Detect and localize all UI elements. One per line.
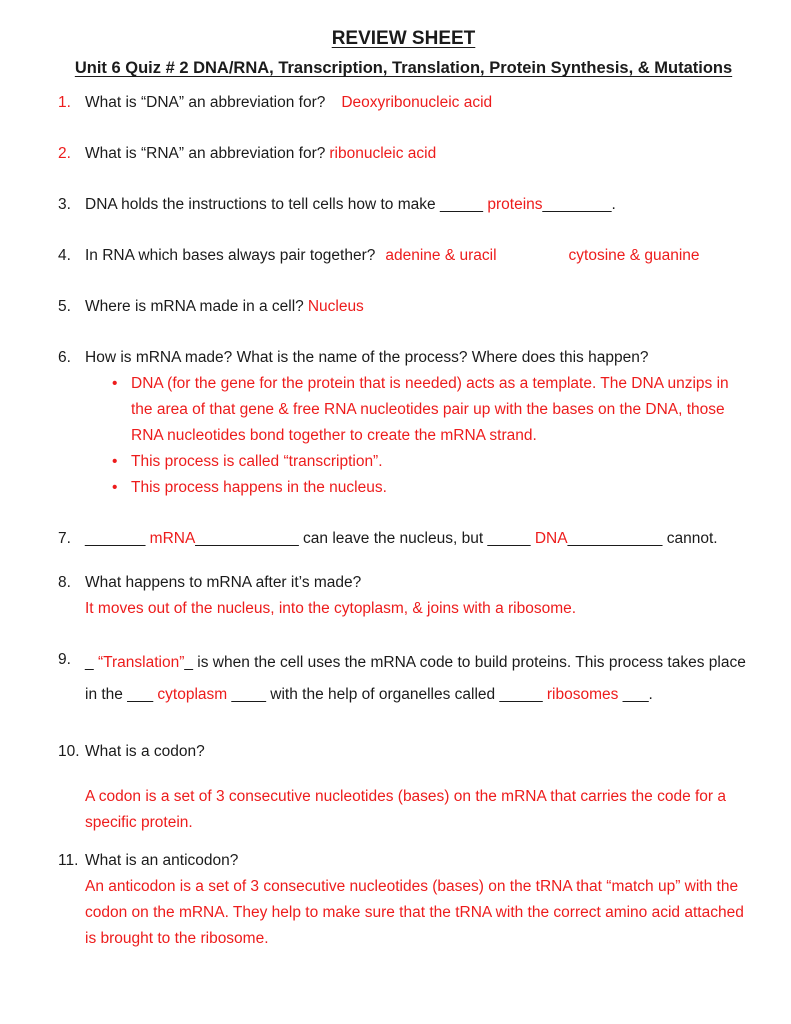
- blank-line: ___.: [618, 686, 653, 703]
- answer-text: An anticodon is a set of 3 consecutive nucleotides (bases) on the tRNA that “match up” with the codon on the mRNA. They help to make sure that the tRNA with the correct amino acid attached is brought to the ribosome.: [85, 878, 744, 947]
- question-8: [58, 570, 749, 622]
- answer-text: A codon is a set of 3 consecutive nucleotides (bases) on the mRNA that carries the code for a specific protein.: [85, 788, 727, 831]
- answer-text: cytosine & guanine: [568, 247, 700, 264]
- question-list: [58, 90, 749, 952]
- question-body: [85, 90, 749, 116]
- question-9: [58, 647, 749, 711]
- blank-line: ________.: [542, 196, 616, 213]
- list-item: [85, 475, 749, 501]
- answer-text: This process is called “transcription”.: [131, 453, 383, 470]
- answer-text: proteins: [487, 196, 543, 213]
- question-text: What is a codon?: [85, 743, 205, 760]
- answer-text: It moves out of the nucleus, into the cytoplasm, & joins with a ribosome.: [85, 600, 577, 617]
- question-body: [85, 848, 749, 952]
- question-number: 10.: [58, 743, 80, 760]
- question-body: [85, 243, 749, 269]
- list-item: [85, 449, 749, 475]
- question-number: 9.: [58, 651, 71, 668]
- bullet-icon: •: [112, 453, 118, 470]
- bullet-icon: •: [112, 375, 118, 392]
- question-2: [58, 141, 749, 167]
- blank-line: _: [85, 654, 98, 671]
- question-body: [85, 345, 749, 501]
- question-number: 1.: [58, 94, 71, 111]
- question-text: In RNA which bases always pair together?: [85, 247, 376, 264]
- page-subtitle: Unit 6 Quiz # 2 DNA/RNA, Transcription, Translation, Protein Synthesis, & Mutations: [74, 59, 733, 77]
- answer-text: Nucleus: [307, 298, 364, 315]
- answer-text: DNA (for the gene for the protein that is needed) acts as a template. The DNA unzips in the area of that gene & free RNA nucleotides pair up with the bases on the DNA, those RNA nucleotides bond together to create the mRNA strand.: [131, 375, 729, 444]
- question-number: 7.: [58, 530, 71, 547]
- answer-text: This process happens in the nucleus.: [131, 479, 387, 496]
- question-number: 5.: [58, 298, 71, 315]
- question-text: ___________ cannot.: [567, 530, 718, 547]
- blank-line: _______: [85, 530, 150, 547]
- answer-text: DNA: [534, 530, 568, 547]
- question-11: [58, 848, 749, 952]
- question-3: [58, 192, 749, 218]
- question-text: DNA holds the instructions to tell cells how to make _____: [85, 196, 488, 213]
- answer-text: “Translation”: [97, 654, 185, 671]
- question-text: Where is mRNA made in a cell?: [85, 298, 304, 315]
- question-body: [85, 141, 749, 167]
- question-number: 4.: [58, 247, 71, 264]
- question-1: [58, 90, 749, 116]
- question-body: [85, 526, 749, 552]
- question-text: What happens to mRNA after it’s made?: [85, 574, 362, 591]
- question-text: What is “RNA” an abbreviation for?: [85, 145, 326, 162]
- question-number: 6.: [58, 349, 71, 366]
- question-body: [85, 294, 749, 320]
- question-number: 11.: [58, 852, 79, 869]
- answer-text: adenine & uracil: [385, 247, 497, 264]
- question-4: [58, 243, 749, 269]
- answer-text: Deoxyribonucleic acid: [341, 94, 493, 111]
- question-7: [58, 526, 749, 552]
- page-title: REVIEW SHEET: [331, 28, 476, 49]
- question-5: [58, 294, 749, 320]
- question-number: 3.: [58, 196, 71, 213]
- question-text: ____________ can leave the nucleus, but _____: [195, 530, 535, 547]
- answer-text: cytoplasm: [157, 686, 228, 703]
- question-6: [58, 345, 749, 501]
- question-text: _ is when the cell uses the mRNA code to build proteins. This process takes place in the ___: [85, 654, 746, 703]
- question-text: What is an anticodon?: [85, 852, 239, 869]
- answer-text: ribosomes: [546, 686, 619, 703]
- question-text: ____ with the help of organelles called _____: [227, 686, 547, 703]
- question-body: [85, 192, 749, 218]
- question-number: 2.: [58, 145, 71, 162]
- list-item: [85, 371, 749, 449]
- bullet-icon: •: [112, 479, 118, 496]
- answer-bullet-list: [85, 371, 749, 501]
- question-body: [85, 647, 749, 711]
- question-text: How is mRNA made? What is the name of the process? Where does this happen?: [85, 349, 649, 366]
- question-body: [85, 739, 749, 836]
- question-number: 8.: [58, 574, 71, 591]
- answer-text: ribonucleic acid: [329, 145, 437, 162]
- question-text: What is “DNA” an abbreviation for?: [85, 94, 326, 111]
- question-body: [85, 570, 749, 622]
- question-10: [58, 739, 749, 836]
- answer-text: mRNA: [149, 530, 196, 547]
